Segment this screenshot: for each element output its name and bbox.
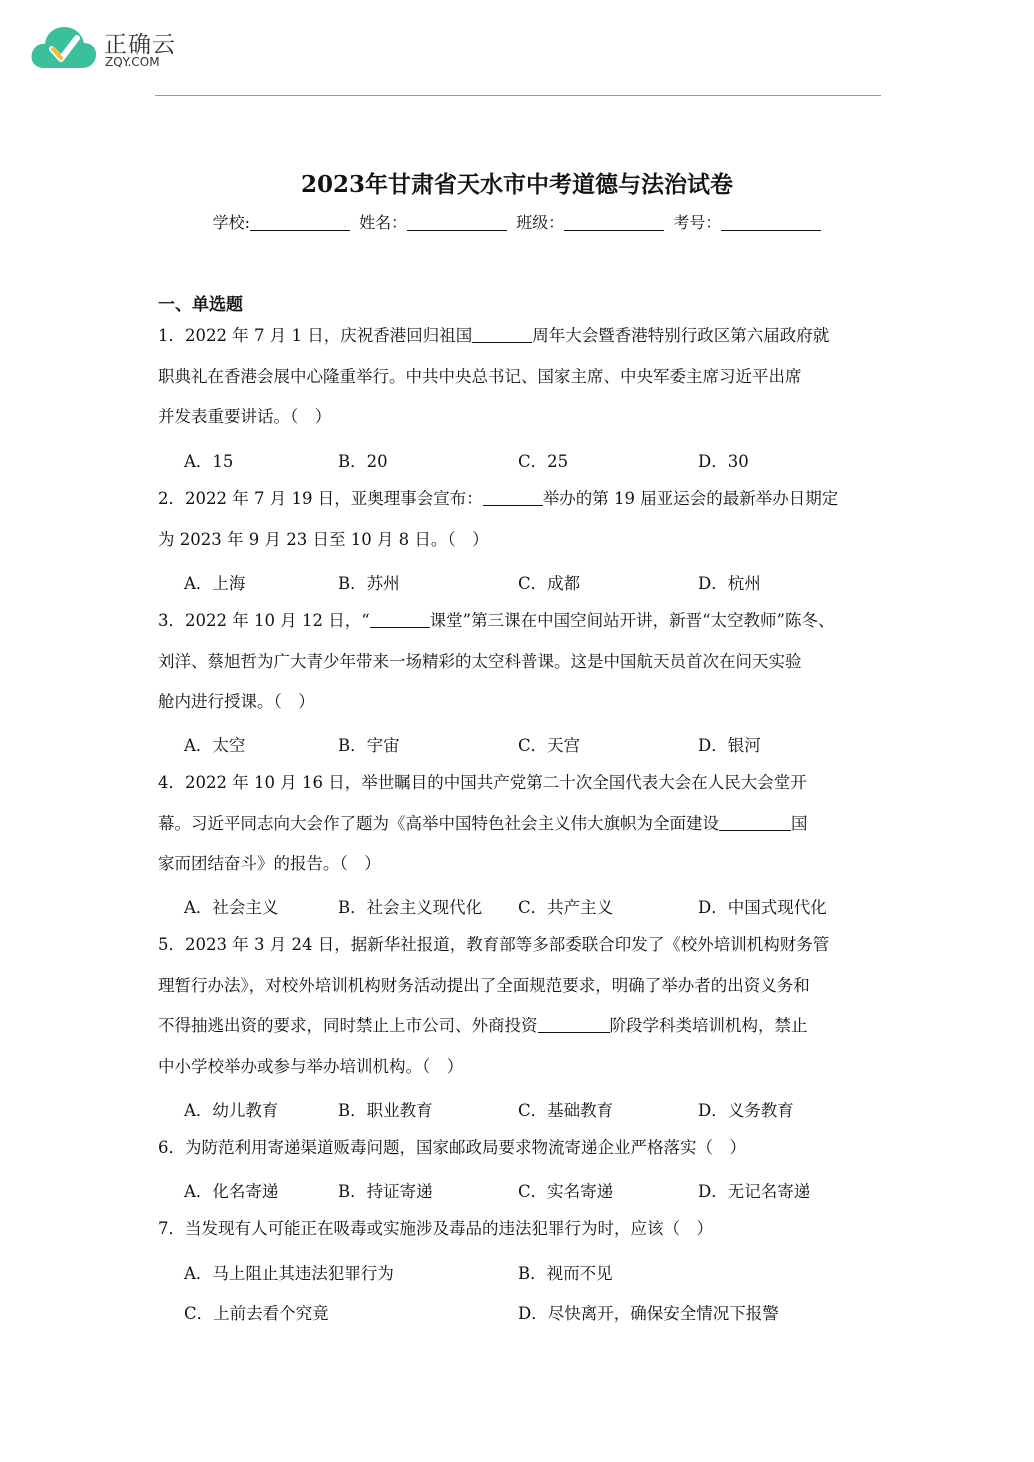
exam-no-blank[interactable]	[721, 214, 821, 231]
option-b[interactable]: B．视而不见	[518, 1264, 613, 1283]
cloud-check-icon	[30, 22, 98, 72]
option-b[interactable]: B．苏州	[338, 574, 400, 593]
header-divider	[155, 95, 881, 96]
option-c[interactable]: C．共产主义	[518, 898, 614, 917]
question-3-options	[184, 732, 884, 762]
question-7-options-row-1	[184, 1260, 884, 1290]
question-3: 3．2022 年 10 月 12 日，“ 课堂”第三课在中国空间站开讲，新晋“太空教师”陈冬、 刘洋、蔡旭哲为广大青少年带来一场精彩的太空科普课。这是中国航天员首次在问天实验 舱内进行授课。（ ）	[158, 611, 835, 712]
question-7-options-row-2	[184, 1300, 884, 1330]
student-info-line	[0, 210, 1034, 233]
option-d[interactable]: D．杭州	[698, 574, 761, 593]
answer-blank	[719, 814, 791, 831]
class-label: 班级：	[516, 213, 565, 232]
answer-blank	[538, 1016, 610, 1033]
question-2-options	[184, 570, 884, 600]
school-label: 学校:	[212, 213, 251, 232]
option-d[interactable]: D．银河	[698, 736, 761, 755]
option-a[interactable]: A．社会主义	[184, 898, 279, 917]
option-b[interactable]: B．社会主义现代化	[338, 898, 483, 917]
question-5: 5．2023 年 3 月 24 日，据新华社报道，教育部等多部委联合印发了《校外培训机构财务管 理暂行办法》，对校外培训机构财务活动提出了全面规范要求，明确了举办者的出资义务和 不得抽逃出资的要求，同时禁止上市公司、外商投资 阶段学科类培训机构，禁止 中小学校举办或参与举办培训机构。（ ）	[158, 935, 830, 1077]
question-7: 7．当发现有人可能正在吸毒或实施涉及毒品的违法犯罪行为时，应该（ ）	[158, 1219, 713, 1238]
brand-name: 正确云	[104, 32, 176, 58]
question-2: 2．2022 年 7 月 19 日，亚奥理事会宣布： 举办的第 19 届亚运会的最新举办日期定 为 2023 年 9 月 23 日至 10 月 8 日。（ ）	[158, 489, 839, 549]
option-d[interactable]: D．中国式现代化	[698, 898, 827, 917]
option-a[interactable]: A．15	[184, 452, 234, 471]
option-b[interactable]: B．20	[338, 452, 388, 471]
option-b[interactable]: B．持证寄递	[338, 1182, 433, 1201]
name-label: 姓名：	[359, 213, 408, 232]
option-d[interactable]: D．无记名寄递	[698, 1182, 811, 1201]
option-c[interactable]: C．25	[518, 452, 569, 471]
question-6-options	[184, 1178, 884, 1208]
option-a[interactable]: A．太空	[184, 736, 246, 755]
option-d[interactable]: D．尽快离开，确保安全情况下报警	[518, 1304, 779, 1323]
section-heading: 一、单选题	[158, 295, 243, 315]
option-a[interactable]: A．化名寄递	[184, 1182, 279, 1201]
question-1-options	[184, 448, 884, 478]
option-d[interactable]: D．30	[698, 452, 749, 471]
brand-domain: ZQY.COM	[105, 55, 160, 69]
question-4: 4．2022 年 10 月 16 日，举世瞩目的中国共产党第二十次全国代表大会在人民大会堂开 幕。习近平同志向大会作了题为《高举中国特色社会主义伟大旗帜为全面建设 国 家而团结奋斗》的报告。（ ）	[158, 773, 808, 874]
option-a[interactable]: A．马上阻止其违法犯罪行为	[184, 1264, 394, 1283]
option-c[interactable]: C．天宫	[518, 736, 581, 755]
option-c[interactable]: C．上前去看个究竟	[184, 1304, 329, 1323]
class-blank[interactable]	[564, 214, 664, 231]
option-b[interactable]: B．宇宙	[338, 736, 400, 755]
answer-blank	[472, 326, 532, 343]
exam-no-label: 考号：	[673, 213, 722, 232]
option-b[interactable]: B．职业教育	[338, 1101, 433, 1120]
question-1: 1．2022 年 7 月 1 日，庆祝香港回归祖国 周年大会暨香港特别行政区第六届政府就 职典礼在香港会展中心隆重举行。中共中央总书记、国家主席、中央军委主席习近平出席 并发表重要讲话。（ ）	[158, 326, 830, 427]
question-5-options	[184, 1097, 884, 1127]
exam-title: 2023年甘肃省天水市中考道德与法治试卷	[300, 171, 733, 198]
answer-blank	[370, 611, 430, 628]
option-c[interactable]: C．实名寄递	[518, 1182, 614, 1201]
name-blank[interactable]	[407, 214, 507, 231]
option-a[interactable]: A．上海	[184, 574, 246, 593]
brand-logo	[30, 22, 190, 74]
question-4-options	[184, 894, 884, 924]
question-6: 6．为防范利用寄递渠道贩毒问题，国家邮政局要求物流寄递企业严格落实（ ）	[158, 1138, 746, 1157]
option-a[interactable]: A．幼儿教育	[184, 1101, 279, 1120]
option-d[interactable]: D．义务教育	[698, 1101, 794, 1120]
answer-blank	[483, 489, 543, 506]
option-c[interactable]: C．成都	[518, 574, 581, 593]
school-blank[interactable]	[250, 214, 350, 231]
option-c[interactable]: C．基础教育	[518, 1101, 614, 1120]
